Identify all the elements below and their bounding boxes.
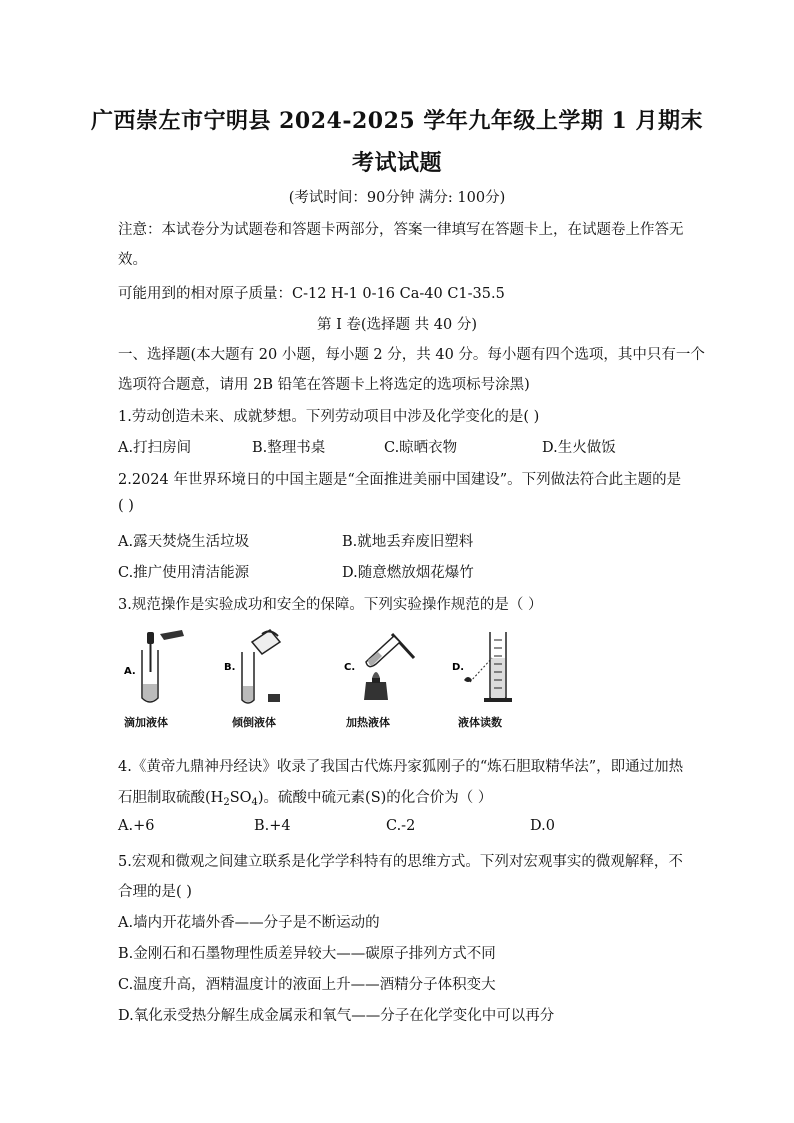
atomic-masses: 可能用到的相对原子质量：C-12 H-1 0-16 Ca-40 C1-35.5: [118, 286, 505, 302]
q4-so: SO: [229, 790, 252, 806]
figure-d-caption: 液体读数: [458, 716, 502, 729]
section-heading-line1: 一、选择题(本大题有 20 小题，每小题 2 分，共 40 分。每小题有四个选项，其中只有一个: [118, 347, 705, 363]
q5-stem-line2: 合理的是( ): [118, 884, 192, 900]
q4-subscript-4: 4: [251, 797, 258, 808]
q5-stem-line1: 5.宏观和微观之间建立联系是化学学科特有的思维方式。下列对宏观事实的微观解释，不: [118, 854, 683, 870]
q4-stem-post: )。硫酸中硫元素(S)的化合价为（ ）: [257, 790, 493, 806]
q4-option-b: B.+4: [254, 818, 291, 834]
exam-title-line1: 广西崇左市宁明县 2024-2025 学年九年级上学期 1 月期末: [90, 108, 704, 134]
q4-stem-line2: [118, 786, 492, 808]
figure-a-dropper: [120, 628, 190, 708]
q4-option-d: D.0: [530, 818, 555, 834]
figure-d-letter: D.: [452, 662, 465, 673]
q5-option-b: B.金刚石和石墨物理性质差异较大——碳原子排列方式不同: [118, 946, 496, 962]
section-heading-line2: 选项符合题意，请用 2B 铅笔在答题卡上将选定的选项标号涂黑): [118, 377, 530, 393]
q3-stem: 3.规范操作是实验成功和安全的保障。下列实验操作规范的是（ ）: [118, 597, 543, 613]
q2-option-c: C.推广使用清洁能源: [118, 565, 250, 581]
exam-title-line2: 考试试题: [351, 150, 442, 176]
figure-b-caption: 倾倒液体: [232, 716, 276, 729]
figure-b-pouring: [222, 628, 292, 708]
figure-a-caption: 滴加液体: [124, 716, 168, 729]
q2-option-a: A.露天焚烧生活垃圾: [118, 534, 250, 550]
note-line1: 注意：本试卷分为试题卷和答题卡两部分，答案一律填写在答题卡上，在试题卷上作答无: [118, 222, 684, 238]
q5-option-d: D.氧化汞受热分解生成金属汞和氧气——分子在化学变化中可以再分: [118, 1008, 555, 1024]
q5-option-c: C.温度升高，酒精温度计的液面上升——酒精分子体积变大: [118, 977, 496, 993]
q2-stem-line2: ( ): [118, 498, 134, 514]
q1-option-d: D.生火做饭: [542, 440, 616, 456]
note-line2: 效。: [118, 252, 147, 268]
q4-stem-line1: 4.《黄帝九鼎神丹经诀》收录了我国古代炼丹家狐刚子的“炼石胆取精华法”，即通过加热: [118, 759, 684, 775]
q4-option-c: C.-2: [386, 818, 416, 834]
figure-c-caption: 加热液体: [346, 716, 390, 729]
q4-option-a: A.+6: [118, 818, 155, 834]
q5-option-a: A.墙内开花墙外香——分子是不断运动的: [118, 915, 380, 931]
q4-subscript-2: 2: [223, 797, 230, 808]
volume-title: 第 I 卷(选择题 共 40 分): [316, 317, 478, 333]
q4-stem-pre: 石胆制取硫酸(H: [118, 790, 224, 806]
q1-stem: 1.劳动创造未来、成就梦想。下列劳动项目中涉及化学变化的是( ): [118, 409, 540, 425]
q1-option-a: A.打扫房间: [118, 440, 192, 456]
figure-c-letter: C.: [344, 662, 356, 673]
figure-a-letter: A.: [124, 666, 136, 677]
figure-b-letter: B.: [224, 662, 236, 673]
q2-stem-line1: 2.2024 年世界环境日的中国主题是“全面推进美丽中国建设”。下列做法符合此主题的是: [118, 472, 682, 488]
q1-option-b: B.整理书桌: [252, 440, 326, 456]
exam-info: (考试时间：90分钟 满分: 100分): [288, 190, 506, 206]
figure-d-reading: [450, 628, 530, 708]
q2-option-b: B.就地丢弃废旧塑料: [342, 534, 474, 550]
figure-c-heating: [342, 628, 422, 708]
q2-option-d: D.随意燃放烟花爆竹: [342, 565, 474, 581]
q1-option-c: C.晾晒衣物: [384, 440, 458, 456]
